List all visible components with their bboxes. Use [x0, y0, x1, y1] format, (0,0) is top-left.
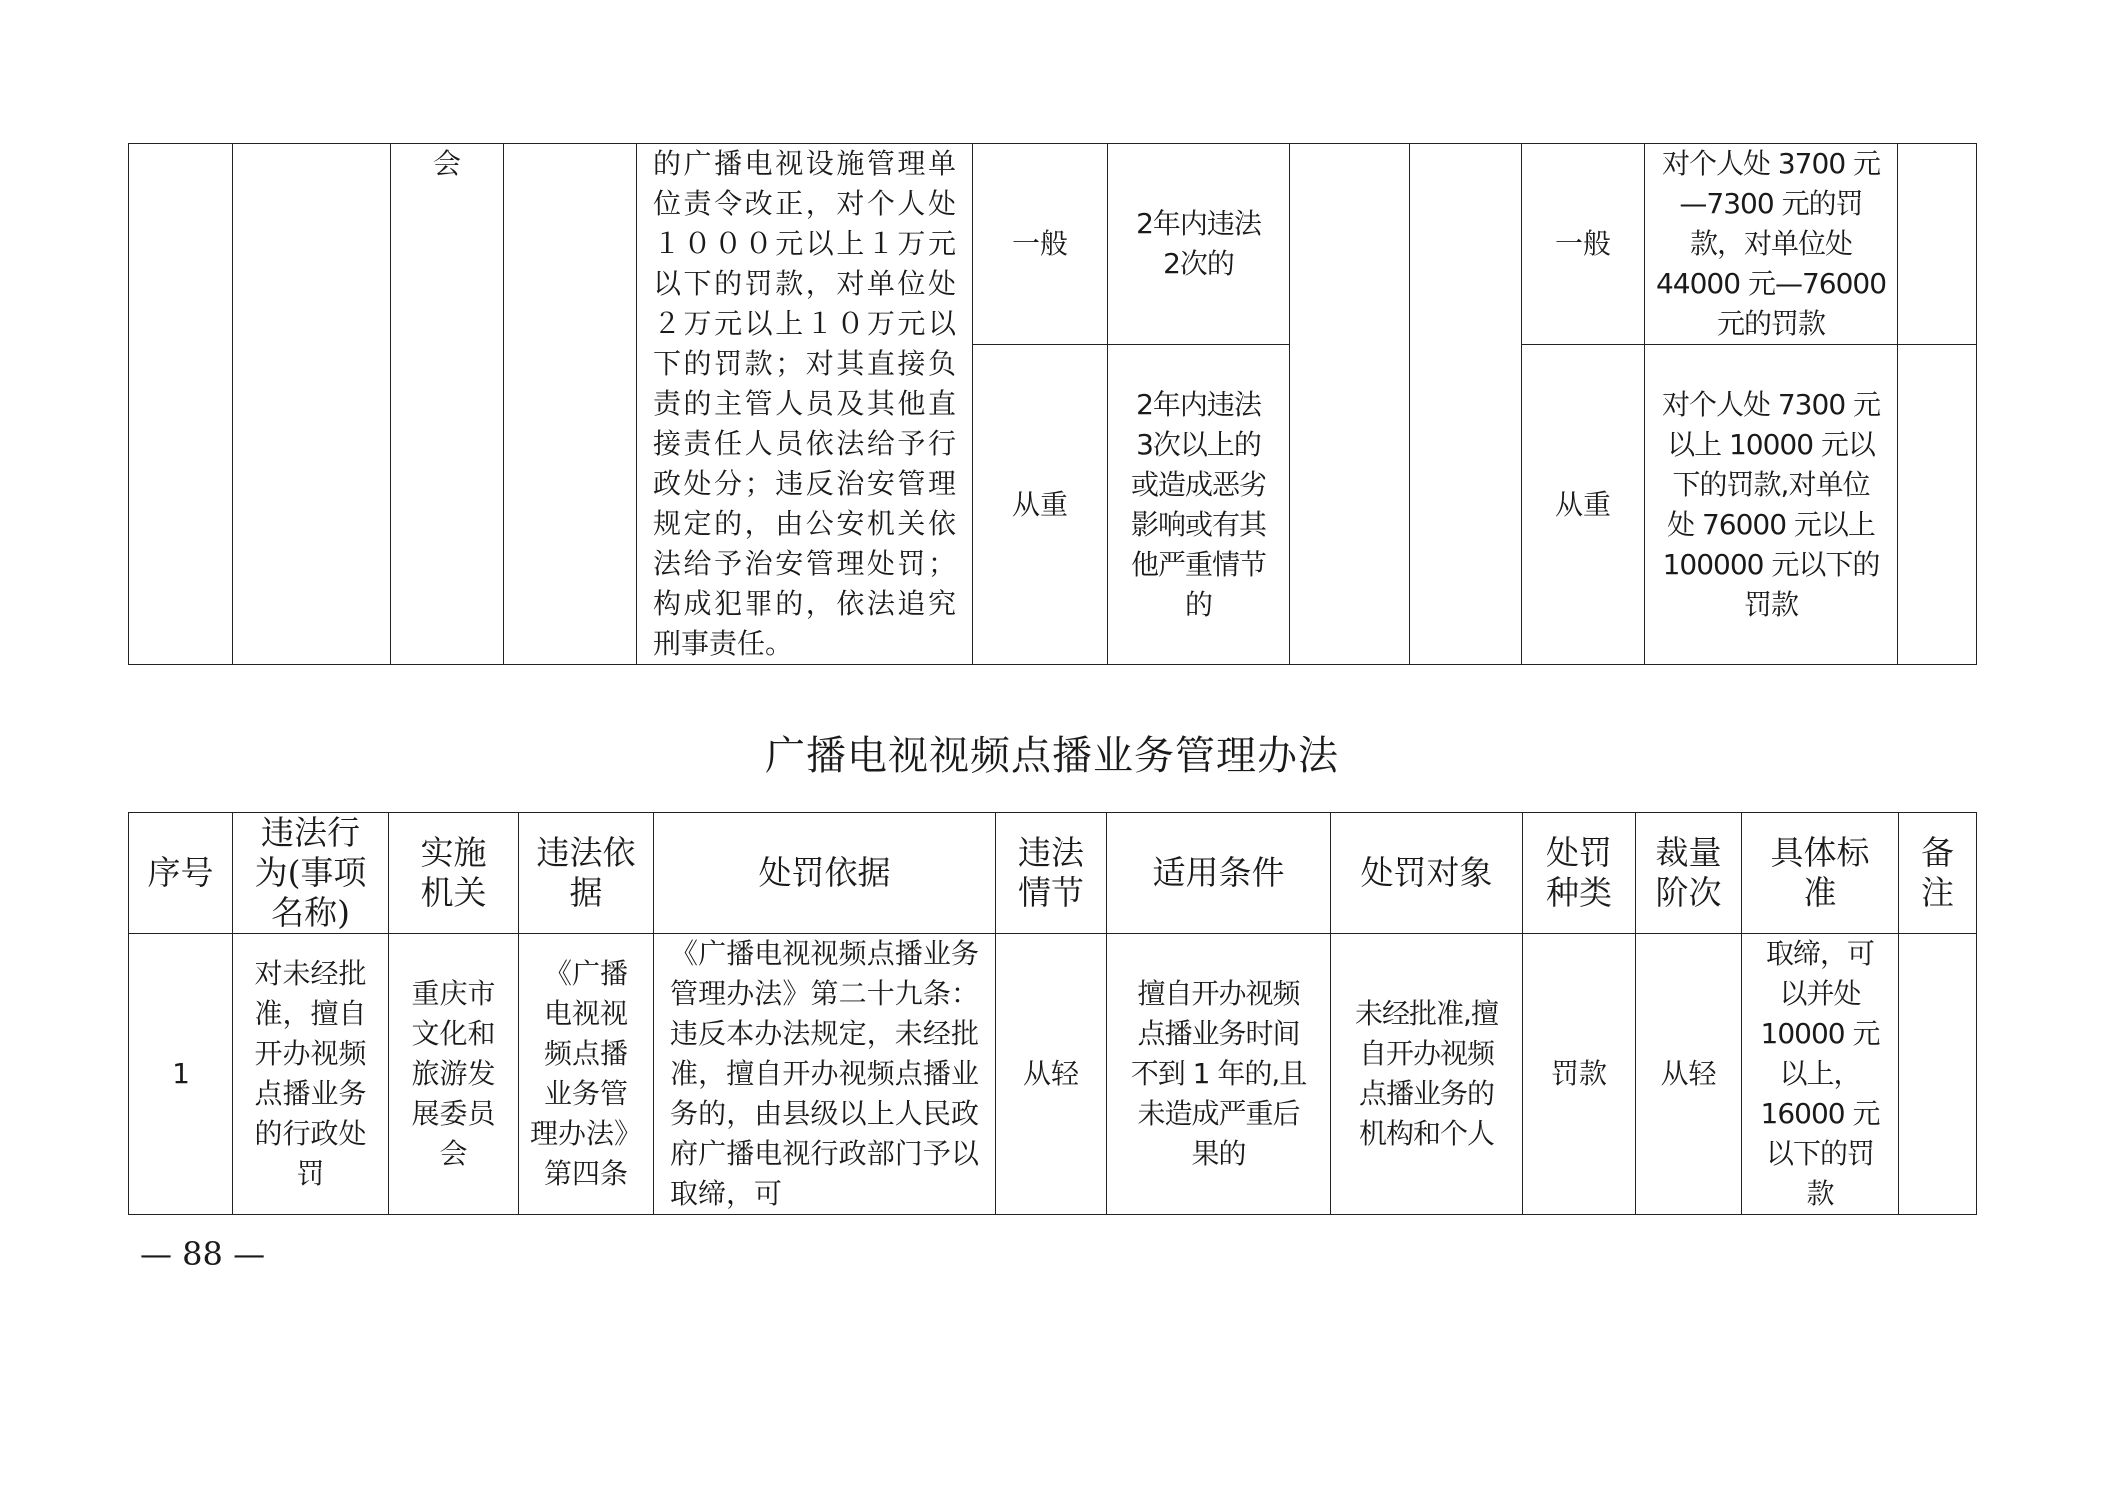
cell-remark: [1898, 345, 1977, 665]
cell-circumstance: 一般: [973, 144, 1108, 345]
table-header-row: [129, 813, 1977, 934]
cell-item: 对未经批 准，擅自 开办视频 点播业务 的行政处 罚: [233, 934, 389, 1215]
cell-condition: 2年内违法 2次的: [1108, 144, 1290, 345]
table-row: [129, 144, 1977, 345]
header-target: 处罚对象: [1331, 813, 1523, 934]
cell-penalty-basis: 《广播电视视频点播业务管理办法》第二十九条：违反本办法规定，未经批准，擅自开办视频点播业务的，由县级以上人民政府广播电视行政部门予以取缔，可: [654, 934, 996, 1215]
cell-target: 未经批准,擅 自开办视频 点播业务的 机构和个人: [1331, 934, 1523, 1215]
cell-condition: 擅自开办视频 点播业务时间 不到 1 年的,且 未造成严重后 果的: [1107, 934, 1331, 1215]
continued-table: [128, 143, 1977, 665]
section-title: 广播电视视频点播业务管理办法: [765, 733, 1339, 779]
header-penalty-basis: 处罚依据: [654, 813, 996, 934]
cell-penalty-type: [1410, 144, 1522, 665]
table-row: [129, 934, 1977, 1215]
cell-circumstance: 从轻: [996, 934, 1107, 1215]
cell-target: [1290, 144, 1410, 665]
cell-standard: 对个人处 3700 元 —7300 元的罚 款，对单位处 44000 元—76000 元的罚款: [1645, 144, 1898, 345]
header-circumstance: 违法 情节: [996, 813, 1107, 934]
header-agency: 实施 机关: [389, 813, 519, 934]
cell-remark: [1899, 934, 1977, 1215]
cell-agency: 会: [391, 144, 504, 665]
penalty-table: [128, 812, 1977, 1215]
cell-penalty-type: 罚款: [1523, 934, 1636, 1215]
cell-legal-basis: [504, 144, 637, 665]
header-condition: 适用条件: [1107, 813, 1331, 934]
cell-standard: 取缔，可 以并处 10000 元 以上， 16000 元 以下的罚 款: [1742, 934, 1899, 1215]
cell-remark: [1898, 144, 1977, 345]
header-legal-basis: 违法依 据: [519, 813, 654, 934]
header-remark: 备 注: [1899, 813, 1977, 934]
cell-level: 一般: [1522, 144, 1645, 345]
cell-legal-basis: 《广播 电视视 频点播 业务管 理办法》 第四条: [519, 934, 654, 1215]
page-number: — 88 —: [140, 1235, 266, 1273]
header-standard: 具体标 准: [1742, 813, 1899, 934]
cell-penalty-basis: 的广播电视设施管理单位责令改正，对个人处１０００元以上１万元以下的罚款，对单位处２万元以上１０万元以下的罚款；对其直接负责的主管人员及其他直接责任人员依法给予行政处分；违反治安管理规定的，由公安机关依法给予治安管理处罚；构成犯罪的，依法追究刑事责任。: [637, 144, 973, 665]
cell-condition: 2年内违法 3次以上的 或造成恶劣 影响或有其 他严重情节 的: [1108, 345, 1290, 665]
header-item: 违法行 为(事项 名称): [233, 813, 389, 934]
header-level: 裁量 阶次: [1636, 813, 1742, 934]
cell-no: [129, 144, 233, 665]
cell-circumstance: 从重: [973, 345, 1108, 665]
header-penalty-type: 处罚 种类: [1523, 813, 1636, 934]
header-no: 序号: [129, 813, 233, 934]
cell-standard: 对个人处 7300 元 以上 10000 元以 下的罚款,对单位 处 76000 元以上 100000 元以下的 罚款: [1645, 345, 1898, 665]
cell-level: 从轻: [1636, 934, 1742, 1215]
cell-item: [233, 144, 391, 665]
cell-agency: 重庆市 文化和 旅游发 展委员 会: [389, 934, 519, 1215]
cell-no: 1: [129, 934, 233, 1215]
cell-level: 从重: [1522, 345, 1645, 665]
